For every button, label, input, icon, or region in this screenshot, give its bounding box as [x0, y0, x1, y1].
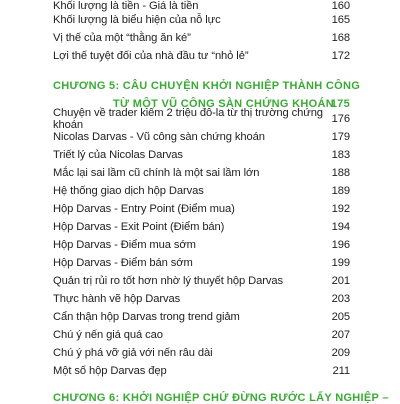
toc-entry-title: Chuyện về trader kiếm 2 triệu đô-la từ thị trường chứng khoán: [53, 107, 323, 131]
toc-entry-title: Vị thế của một “thằng ăn ké”: [53, 32, 191, 44]
toc-entry-title: Chú ý nến giá quá cao: [53, 329, 163, 341]
toc-entry-page: 199: [331, 257, 350, 269]
toc-entry-page: 209: [331, 347, 350, 359]
chapter-heading-partial: CHƯƠNG 6: KHỞI NGHIỆP CHỨ ĐỪNG RƯỚC LẤY NGHIỆP –: [53, 392, 389, 404]
chapter-title-line2: TỪ MỘT VŨ CÔNG SÀN CHỨNG KHOÁN: [113, 98, 334, 110]
toc-entry-page: 196: [331, 239, 350, 251]
toc-entry-page: 168: [331, 32, 350, 44]
toc-entry: [53, 146, 350, 164]
toc-entry: [53, 272, 350, 290]
toc-entry-page: 205: [331, 311, 350, 323]
toc-entry-title: Hộp Darvas - Điểm mua sớm: [53, 239, 196, 251]
toc-entry: [53, 11, 350, 29]
toc-entry-title: Hộp Darvas - Điểm bán sớm: [53, 257, 193, 269]
toc-entry-title: Hệ thống giao dịch hộp Darvas: [53, 185, 204, 197]
toc-entry-page: 160: [331, 0, 350, 12]
toc-entry: [53, 362, 350, 380]
toc-entry: [53, 182, 350, 200]
toc-entry-page: 188: [331, 167, 350, 179]
toc-entry: [53, 47, 350, 65]
toc-entry: [53, 344, 350, 362]
toc-entry: [53, 200, 350, 218]
toc-entry-title: Khối lượng là biểu hiện của nỗ lực: [53, 14, 221, 26]
toc-entry-title: Mắc lại sai lầm cũ chính là một sai lầm lớn: [53, 167, 260, 179]
toc-entry-title: Nicolas Darvas - Vũ công sàn chứng khoán: [53, 131, 265, 143]
toc-entry-page: 189: [331, 185, 350, 197]
toc-entry: [53, 254, 350, 272]
toc-entry-title: Một số hộp Darvas đẹp: [53, 365, 167, 377]
toc-entry-page: 192: [331, 203, 350, 215]
toc-entry-title: Hộp Darvas - Entry Point (Điểm mua): [53, 203, 235, 215]
toc-entry-page: 194: [331, 221, 350, 233]
toc-entry: [53, 326, 350, 344]
toc-entry-title: Lợi thế tuyệt đối của nhà đầu tư “nhỏ lẻ”: [53, 50, 249, 62]
toc-entry: [53, 164, 350, 182]
toc-entry-page: 165: [331, 14, 350, 26]
toc-entry: [53, 218, 350, 236]
toc-entry: [53, 29, 350, 47]
toc-entry-page: 201: [331, 275, 350, 287]
toc-entry: [53, 236, 350, 254]
toc-entry-page: 183: [331, 149, 350, 161]
toc-entry: [53, 290, 350, 308]
toc-entry-title: Cẩn thận hộp Darvas trong trend giảm: [53, 311, 240, 323]
toc-entry-title: Khối lượng là tiền - Giá là tiền: [53, 0, 199, 12]
toc-entry-page: 203: [331, 293, 350, 305]
toc-entry-page: 176: [331, 113, 350, 125]
chapter-page: 175: [330, 98, 350, 110]
toc-entry-title: Quản trị rủi ro tốt hơn nhờ lý thuyết hộp Darvas: [53, 275, 284, 287]
toc-entry-title: Chú ý phá vỡ giả với nến râu dài: [53, 347, 213, 359]
toc-entry: [53, 128, 350, 146]
toc-entry: [53, 308, 350, 326]
toc-entry-page: 179: [331, 131, 350, 143]
toc-entry-page: 172: [331, 50, 350, 62]
chapter-title-line1: CHƯƠNG 5: CÂU CHUYỆN KHỞI NGHIỆP THÀNH CÔNG: [53, 80, 361, 92]
toc-entry: [53, 107, 350, 131]
toc-entry-title: Hộp Darvas - Exit Point (Điểm bán): [53, 221, 225, 233]
toc-entry-page: 207: [331, 329, 350, 341]
toc-entry-page: 211: [332, 365, 350, 377]
toc-entry-title: Thực hành vẽ hộp Darvas: [53, 293, 181, 305]
toc-entry-title: Triết lý của Nicolas Darvas: [53, 149, 183, 161]
